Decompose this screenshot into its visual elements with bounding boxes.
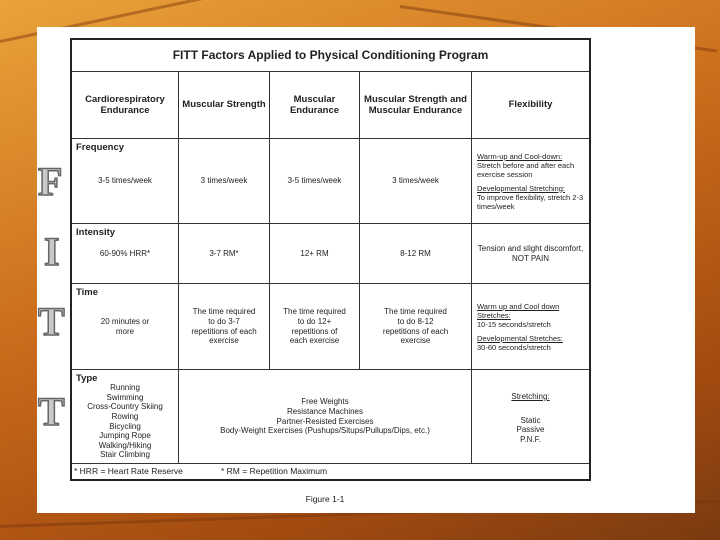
- intensity-cardio: [72, 224, 179, 284]
- frequency-cardio: [72, 139, 179, 224]
- table-title: FITT Factors Applied to Physical Conditioning Program: [72, 40, 589, 72]
- list-item: Partner-Resisted Exercises: [276, 416, 374, 426]
- cell-text: 10-15 seconds/stretch: [477, 319, 551, 329]
- cell-text: NOT PAIN: [511, 253, 550, 263]
- list-item: Running: [110, 383, 140, 393]
- footnotes: [72, 464, 589, 479]
- footnote-rm: * RM = Repetition Maximum: [221, 466, 328, 477]
- cell-text: 3-5 times/week: [98, 176, 152, 186]
- letter-i: I: [44, 229, 60, 274]
- letter-t-type: T: [38, 389, 65, 434]
- list-item: Resistance Machines: [286, 406, 364, 416]
- frequency-endurance: 3-5 times/week: [270, 139, 360, 224]
- header-flexibility: Flexibility: [472, 72, 589, 139]
- list-item: Jumping Rope: [99, 431, 151, 441]
- list-item: Bicycling: [109, 421, 141, 431]
- cell-text: Stretch before and after each exercise session: [477, 160, 575, 179]
- time-strength: The time required to do 3-7 repetitions of each exercise: [179, 284, 270, 370]
- intensity-flexibility: [472, 224, 589, 284]
- intensity-strength-endurance: 8-12 RM: [360, 224, 472, 284]
- time-endurance: The time required to do 12+ repetitions of each exercise: [270, 284, 360, 370]
- time-flexibility: [472, 284, 589, 370]
- time-cardio: [72, 284, 179, 370]
- type-cardio: [72, 370, 179, 464]
- list-item: Stair Climbing: [100, 450, 150, 460]
- cell-heading: Warm up and Cool down Stretches:: [477, 301, 560, 320]
- list-item: Rowing: [111, 411, 139, 421]
- list-item: Swimming: [106, 392, 144, 402]
- letter-t-time: T: [38, 299, 65, 344]
- list-item: Passive: [516, 425, 545, 435]
- row-label-time: Time: [76, 287, 99, 298]
- figure-caption: Figure 1-1: [305, 494, 345, 504]
- list-item: Static: [520, 415, 541, 425]
- row-label-intensity: Intensity: [76, 227, 116, 238]
- intensity-strength: 3-7 RM*: [179, 224, 270, 284]
- cell-text: Tension and slight discomfort,: [477, 243, 584, 253]
- header-cardio: Cardiorespiratory Endurance: [72, 72, 179, 139]
- footnote-hrr: * HRR = Heart Rate Reserve: [74, 466, 183, 477]
- time-strength-endurance: The time required to do 8-12 repetitions of each exercise: [360, 284, 472, 370]
- cell-heading: Developmental Stretching:: [477, 183, 565, 193]
- header-endurance: Muscular Endurance: [270, 72, 360, 139]
- row-label-frequency: Frequency: [76, 142, 125, 153]
- list-item: Free Weights: [301, 397, 349, 407]
- frequency-strength-endurance: 3 times/week: [360, 139, 472, 224]
- cell-heading: Warm-up and Cool-down:: [477, 151, 563, 161]
- frequency-flexibility: [472, 139, 589, 224]
- cell-text: To improve flexibility, stretch 2-3 times/week: [477, 192, 584, 211]
- frequency-strength: 3 times/week: [179, 139, 270, 224]
- list-item: Cross-Country Skiing: [87, 402, 163, 412]
- letter-f: F: [38, 159, 63, 204]
- type-muscular: [179, 370, 472, 464]
- cell-text: 60-90% HRR*: [99, 248, 151, 258]
- list-item: P.N.F.: [520, 434, 541, 444]
- type-flexibility: [472, 370, 589, 464]
- cell-heading: Developmental Stretches:: [477, 333, 563, 343]
- row-label-type: Type: [76, 373, 98, 384]
- cell-text: 30-60 seconds/stretch: [477, 342, 551, 352]
- list-item: Body-Weight Exercises (Pushups/Situps/Pullups/Dips, etc.): [220, 426, 430, 436]
- header-strength: Muscular Strength: [179, 72, 270, 139]
- fitt-table: [70, 38, 591, 481]
- list-item: Walking/Hiking: [98, 440, 152, 450]
- header-strength-endurance: Muscular Strength and Muscular Endurance: [360, 72, 472, 139]
- intensity-endurance: 12+ RM: [270, 224, 360, 284]
- cell-text: 20 minutes or more: [100, 316, 150, 336]
- cell-heading: Stretching:: [511, 392, 550, 401]
